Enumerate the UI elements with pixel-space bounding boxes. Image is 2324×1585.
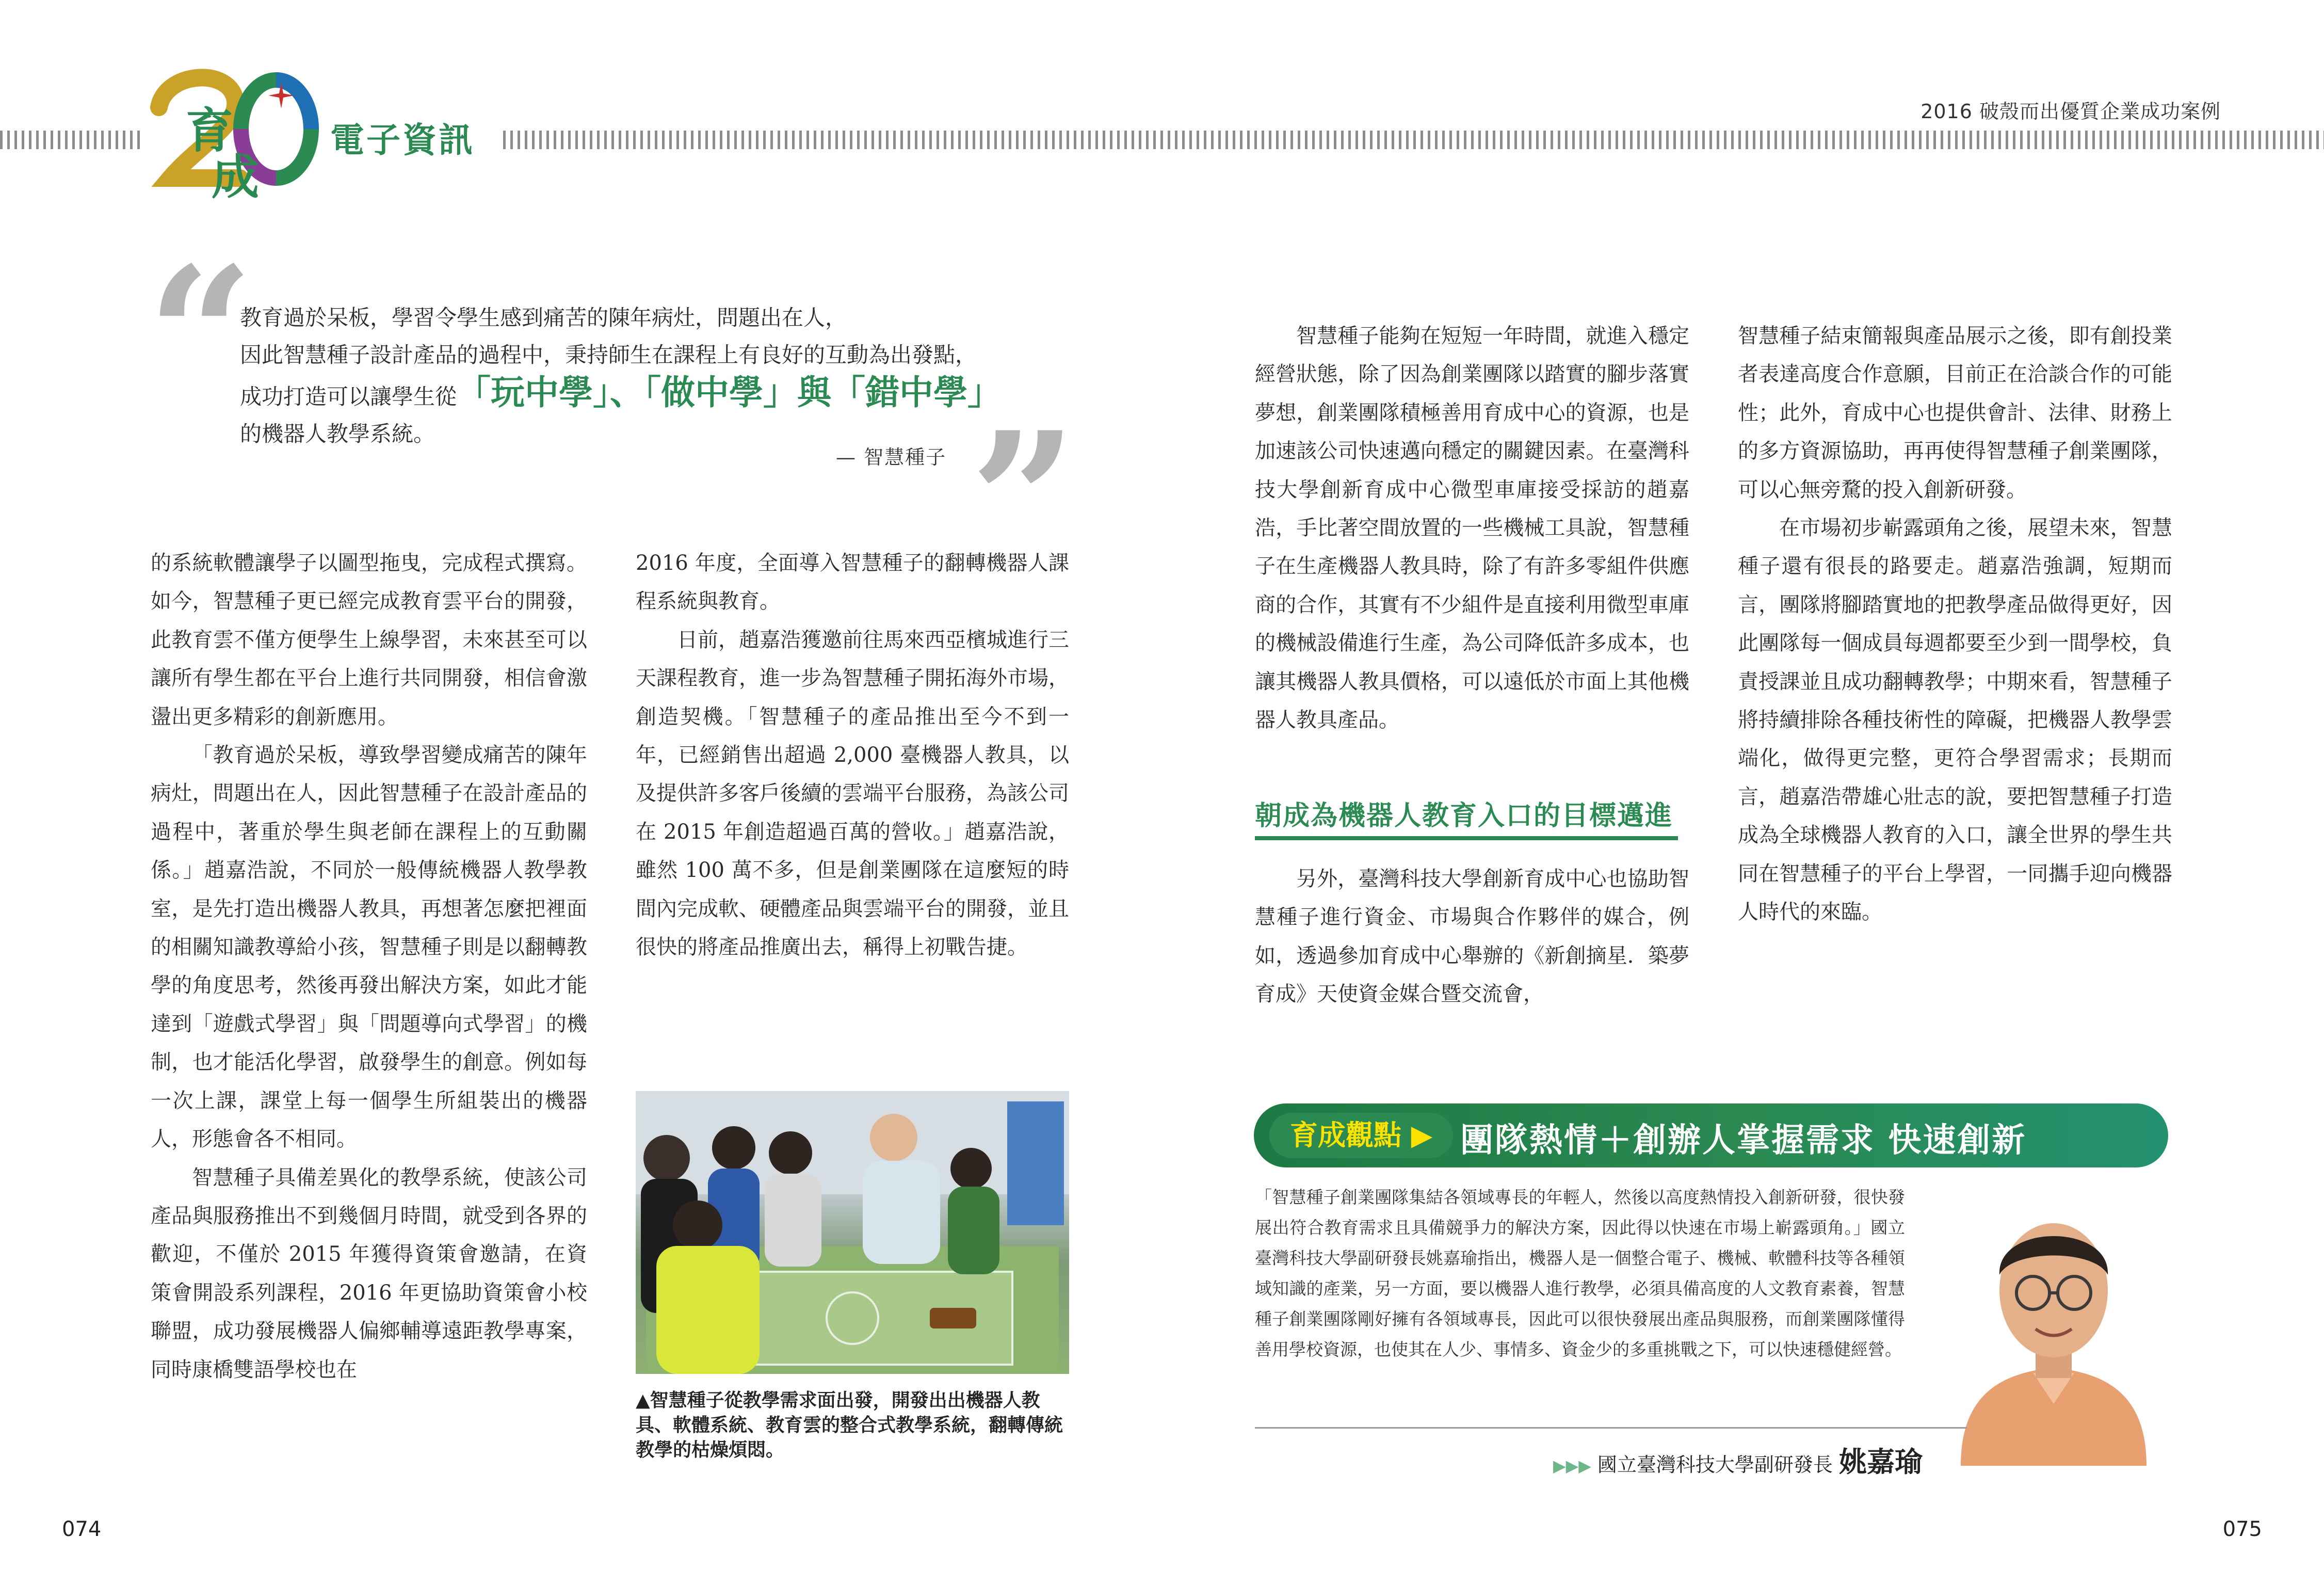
col3-paragraph-1: 智慧種子能夠在短短一年時間，就進入穩定經營狀態，除了因為創業團隊以踏實的腳步落實夢想，創業團隊積極善用育成中心的資源，也是加速該公司快速邁向穩定的關鍵因素。在臺灣科技大學創新育成中心微型車庫接受採訪的趙嘉浩，手比著空間放置的一些機械工具說，智慧種子在生產機器人教具時，除了有許多零組件供應商的合作，其實有不少組件是直接利用微型車庫的機械設備進行生產，為公司降低許多成本，也讓其機器人教具價格，可以遠低於市面上其他機器人教具產品。 (1255, 324, 1689, 732)
insight-banner (1254, 1103, 2168, 1167)
col4-paragraph-2: 在市場初步嶄露頭角之後，展望未來，智慧種子還有很長的路要走。趙嘉浩強調，短期而言，團隊將腳踏實地的把教學產品做得更好，因此團隊每一個成員每週都要至少到一間學校，負責授課並且成功翻轉教學；中期來看，智慧種子將持續排除各種技術性的障礙，把機器人教學雲端化，做得更完整，更符合學習需求；長期而言，趙嘉浩帶雄心壯志的說，要把智慧種子打造成為全球機器人教育的入口，讓全世界的學生共同在智慧種子的平台上學習，一同攜手迎向機器人時代的來臨。 (1738, 516, 2172, 924)
open-quote-icon: “ (147, 226, 254, 444)
signature-arrows-icon: ▶▶▶ (1553, 1456, 1591, 1476)
quote-line-3 (240, 374, 1066, 415)
photo-caption: ▲智慧種子從教學需求面出發，開發出出機器人教具、軟體系統、教育雲的整合式教學系統，翻轉傳統教學的枯燥煩悶。 (636, 1390, 1063, 1461)
signature-title: 國立臺灣科技大學副研發長 (1597, 1453, 1833, 1476)
quote-highlight: 「玩中學」、「做中學」與「錯中學」 (457, 372, 1002, 412)
classroom-photo-illustration (636, 1091, 1069, 1374)
header-rule-center (503, 131, 2324, 149)
sparkle-icon (268, 83, 294, 108)
article-column-2 (636, 544, 1069, 966)
subheading: 朝成為機器人教育入口的目標邁進 (1255, 800, 1673, 831)
page-number-left: 074 (62, 1517, 102, 1541)
article-column-4 (1738, 317, 2172, 932)
insight-paragraph: 「智慧種子創業團隊集結各領域專長的年輕人，然後以高度熱情投入創新研發，很快發展出符合教育需求且具備競爭力的解決方案，因此得以快速在市場上嶄露頭角。」國立臺灣科技大學副研發長姚嘉瑜指出，機器人是一個整合電子、機械、軟體科技等各種領域知識的產業，另一方面，要以機器人進行教學，必須具備高度的人文教育素養，智慧種子創業團隊剛好擁有各領域專長，因此可以很快發展出產品與服務，而創業團隊懂得善用學校資源，也使其在人少、事情多、資金少的多重挑戰之下，可以快速穩健經營。 (1255, 1187, 1905, 1359)
quote-line-2: 因此智慧種子設計產品的過程中，秉持師生在課程上有良好的互動為出發點， (240, 342, 977, 367)
subheading-underline (1255, 836, 1678, 840)
col4-paragraph-1: 智慧種子結束簡報與產品展示之後，即有創投業者表達高度合作意願，目前正在洽談合作的可能性；此外，育成中心也提供會計、法律、財務上的多方資源協助，再再使得智慧種子創業團隊，可以心無旁騖的投入創新研發。 (1738, 324, 2172, 502)
col1-paragraph-3: 智慧種子具備差異化的教學系統，使該公司產品與服務推出不到幾個月時間，就受到各界的歡迎，不僅於 2015 年獲得資策會邀請，在資策會開設系列課程，2016 年更協助資策會小校聯盟，成功發展機器人偏鄉輔導遠距教學專案，同時康橋雙語學校也在 (151, 1165, 587, 1382)
logo-text-top: 育 (186, 103, 234, 158)
col2-paragraph-2: 日前，趙嘉浩獲邀前往馬來西亞檳城進行三天課程教育，進一步為智慧種子開拓海外市場，創造契機。「智慧種子的產品推出至今不到一年，已經銷售出超過 2,000 臺機器人教具，以及提供許多客戶後續的雲端平台服務，為該公司在 2015 年創造超過百萬的營收。」趙嘉浩說，雖然 100 萬不多，但是創業團隊在這麼短的時間內完成軟、硬體產品與雲端平台的開發，並且很快的將產品推廣出去，稱得上初戰告捷。 (636, 628, 1069, 959)
article-column-3 (1255, 317, 1689, 739)
insight-title: 團隊熱情＋創辦人掌握需求 快速創新 (1460, 1121, 2027, 1160)
close-quote-icon: ” (970, 391, 1077, 610)
article-column-1 (151, 544, 587, 1389)
portrait-photo (1940, 1172, 2167, 1466)
article-column-3-continued (1255, 860, 1689, 1014)
col2-paragraph-1: 2016 年度，全面導入智慧種子的翻轉機器人課程系統與教育。 (636, 551, 1069, 614)
quote-line-4: 的機器人教學系統。 (240, 421, 435, 446)
pull-quote (240, 299, 1066, 453)
series-title: 2016 破殼而出優質企業成功案例 (1920, 100, 2221, 123)
section-title: 電子資訊 (330, 120, 475, 160)
logo-text-bottom: 成 (212, 149, 260, 205)
col1-paragraph-1: 的系統軟體讓學子以圖型拖曳，完成程式撰寫。如今，智慧種子更已經完成教育雲平台的開發，此教育雲不僅方便學生上線學習，未來甚至可以讓所有學生都在平台上進行共同開發，相信會激盪出更多精彩的創新應用。 (151, 551, 587, 729)
col1-paragraph-2: 「教育過於呆板，導致學習變成痛苦的陳年病灶，問題出在人，因此智慧種子在設計產品的過程中，著重於學生與老師在課程上的互動關係。」趙嘉浩說，不同於一般傳統機器人教學教室，是先打造出機器人教具，再想著怎麼把裡面的相關知識教導給小孩，智慧種子則是以翻轉教學的角度思考，然後再發出解決方案，如此才能達到「遊戲式學習」與「問題導向式學習」的機制，也才能活化學習，啟發學生的創意。例如每一次上課，課堂上每一個學生所組裝出的機器人，形態會各不相同。 (151, 743, 587, 1151)
quote-line-3-prefix: 成功打造可以讓學生從 (240, 384, 457, 409)
signature-divider (1255, 1427, 1967, 1429)
quote-author: — 智慧種子 (836, 446, 947, 469)
signature-name: 姚嘉瑜 (1839, 1445, 1923, 1478)
insight-body (1255, 1182, 1905, 1365)
col3-paragraph-2: 另外，臺灣科技大學創新育成中心也協助智慧種子進行資金、市場與合作夥伴的媒合，例如，透過參加育成中心舉辦的《新創摘星．築夢育成》天使資金媒合暨交流會， (1255, 867, 1689, 1006)
header-rule-left (0, 131, 144, 149)
classroom-photo (636, 1091, 1069, 1374)
signature (1553, 1440, 1923, 1480)
quote-line-1: 教育過於呆板，學習令學生感到痛苦的陳年病灶，問題出在人， (240, 305, 847, 330)
page-number-right: 075 (2222, 1517, 2262, 1541)
insight-label: 育成觀點 ▶ (1269, 1113, 1453, 1158)
